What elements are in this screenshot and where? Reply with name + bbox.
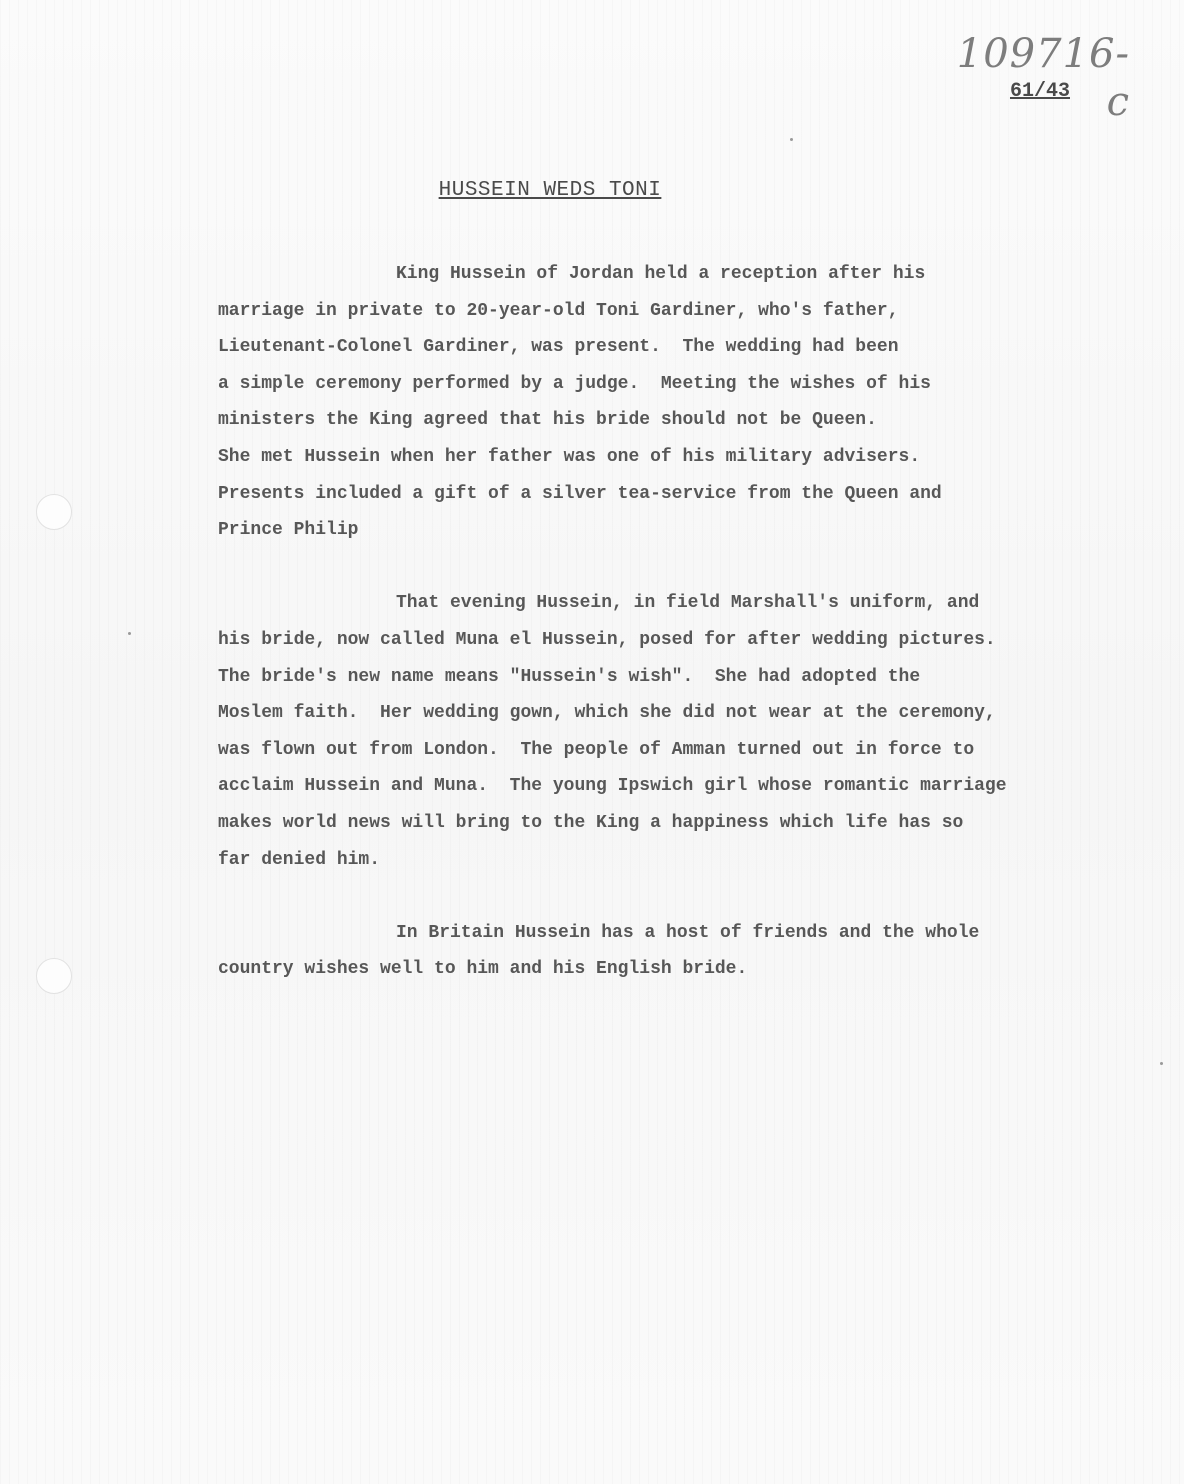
text-line: his bride, now called Muna el Hussein, posed for after wedding pictures. (218, 629, 996, 650)
text-line: far denied him. (218, 849, 381, 870)
text-line: The bride's new name means "Hussein's wish". She had adopted the (218, 666, 921, 687)
paper-speck (1160, 1062, 1163, 1065)
text-line: acclaim Hussein and Muna. The young Ipswich girl whose romantic marriage (218, 776, 1007, 797)
text-line: She met Hussein when her father was one of his military advisers. (218, 446, 921, 467)
document-body (218, 256, 1148, 1024)
paragraph-1 (218, 256, 1148, 549)
text-line: That evening Hussein, in field Marshall's uniform, and (396, 593, 980, 614)
text-line: ministers the King agreed that his bride should not be Queen. (218, 410, 877, 431)
paragraph-2 (218, 585, 1148, 878)
text-line: marriage in private to 20-year-old Toni Gardiner, who's father, (218, 300, 899, 321)
paper-speck (128, 632, 131, 635)
text-line: Presents included a gift of a silver tea-service from the Queen and (218, 483, 942, 504)
punch-hole (36, 494, 72, 530)
paper-speck (790, 138, 793, 141)
handwritten-reference: 109716-c (956, 31, 1130, 125)
text-line: a simple ceremony performed by a judge. Meeting the wishes of his (218, 373, 931, 394)
text-line: Moslem faith. Her wedding gown, which she did not wear at the ceremony, (218, 703, 996, 724)
paragraph-3 (218, 915, 1148, 988)
text-line: country wishes well to him and his English bride. (218, 959, 748, 980)
document-title: HUSSEIN WEDS TONI (438, 179, 662, 202)
text-line: makes world news will bring to the King a happiness which life has so (218, 812, 964, 833)
punch-hole (36, 958, 72, 994)
text-line: In Britain Hussein has a host of friends and the whole (396, 922, 980, 943)
text-line: King Hussein of Jordan held a reception after his (396, 264, 926, 284)
text-line: was flown out from London. The people of Amman turned out in force to (218, 739, 975, 760)
text-line: Lieutenant-Colonel Gardiner, was present. The wedding had been (218, 337, 899, 358)
text-line: Prince Philip (218, 520, 359, 541)
reference-number: 61/43 (1009, 80, 1070, 103)
